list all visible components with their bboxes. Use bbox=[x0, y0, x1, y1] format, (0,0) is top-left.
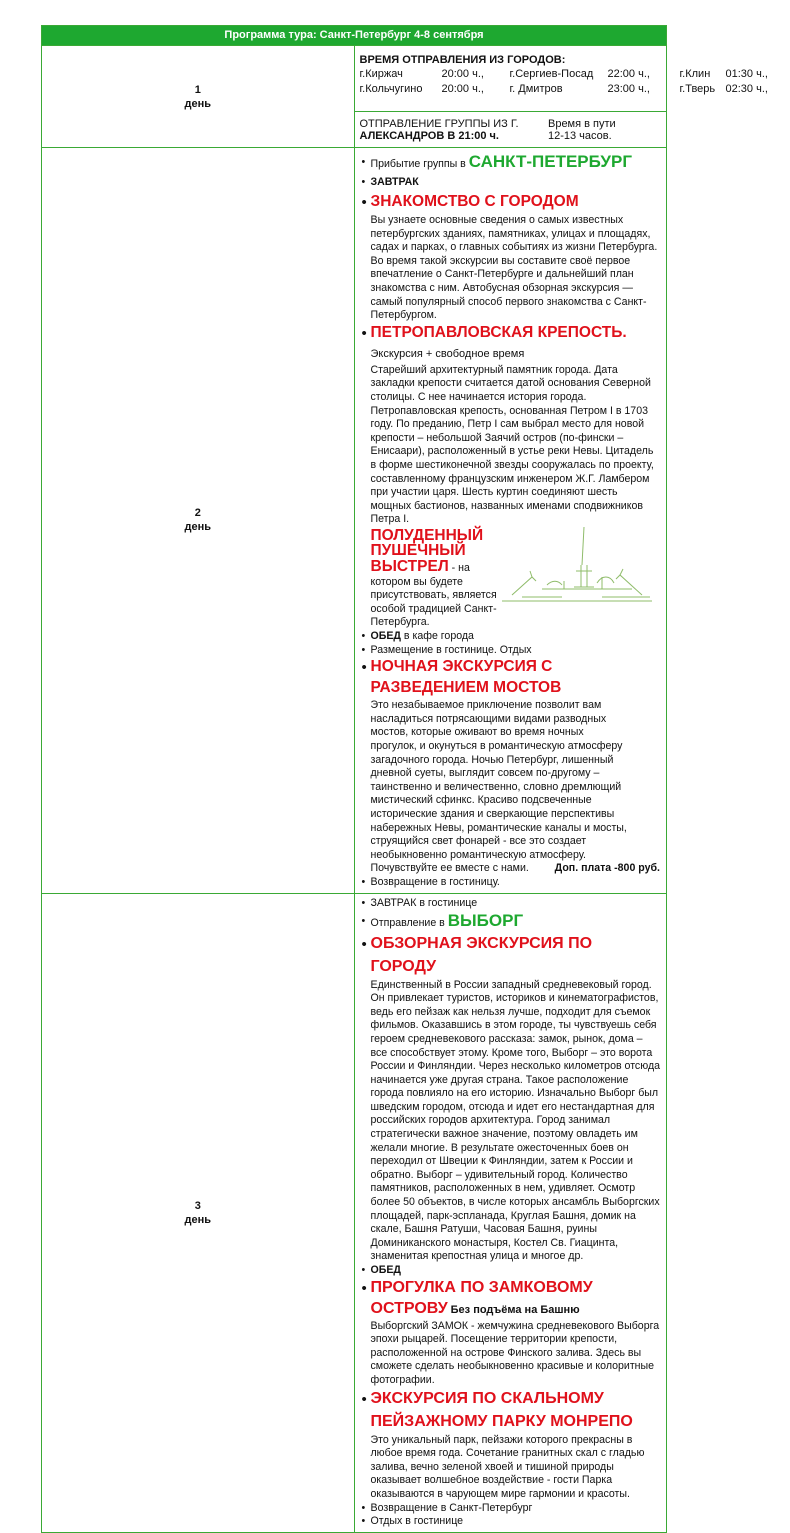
day3-content bbox=[354, 893, 667, 1532]
day2-lunch: • ОБЕД в кафе города bbox=[360, 630, 661, 644]
intro-title: • ЗНАКОМСТВО С ГОРОДОМ bbox=[360, 191, 661, 214]
departure-title: ВРЕМЯ ОТПРАВЛЕНИЯ ИЗ ГОРОДОВ: bbox=[359, 54, 566, 66]
day2-return: • Возвращение в гостиницу. bbox=[360, 876, 661, 890]
park-title: • ЭКСКУРСИЯ ПО СКАЛЬНОМУ ПЕЙЗАЖНОМУ ПАРКУ МОНРЕПО bbox=[360, 1388, 661, 1434]
cities-grid bbox=[359, 67, 768, 96]
day3-lunch: • ОБЕД bbox=[360, 1264, 661, 1278]
group-departure: ОТПРАВЛЕНИЕ ГРУППЫ ИЗ Г. АЛЕКСАНДРОВ В 21:00 ч. bbox=[359, 118, 519, 142]
cannon-block bbox=[360, 526, 661, 630]
day3-return: • Возвращение в Санкт-Петербург bbox=[360, 1502, 661, 1516]
city-tver: г.Тверь 02:30 ч., bbox=[679, 83, 768, 95]
castle-text: Выборгский ЗАМОК - жемчужина средневекового Выборга эпохи рыцарей. Посещение территории крепости, расположенной на острове Финского залива. Здесь вы сможете сделать необыкновенно красивые и колоритные фотографии. bbox=[370, 1319, 660, 1386]
night-title: • НОЧНАЯ ЭКСКУРСИЯ С РАЗВЕДЕНИЕМ МОСТОВ bbox=[360, 657, 661, 699]
day2-label: 2 день bbox=[42, 148, 355, 894]
extra-pay: Доп. плата -800 руб. bbox=[554, 862, 660, 875]
night-text: Это незабываемое приключение позволит вам насладиться потрясающими видами разводных мостов, которые оживают во время ночных прогулок, и окунуться в романтическую атмосферу загадочного города. Ночью Петербург, лишенный дневной суеты, выглядит совсем по-другому – таинственно и величественно, словно дремлющий мистический сфинкс. Красиво подсвеченные исторические здания и сверкающие перспективы набережных Невы, романтические каналы и мосты, струящийся свет фонарей - все это создает необыкновенно романтическую атмосферу. Почувствуйте ее вместе с нами. Доп. плата -800 руб. bbox=[370, 699, 660, 875]
bridge-sketch-icon bbox=[502, 525, 652, 605]
intro-text: Вы узнаете основные сведения о самых известных петербургских зданиях, памятниках, улицах и площадях, садах и парках, о главных событиях из жизни Петербурга. Во время такой экскурсии вы составите своё первое впечатление о Санкт-Петербурге и дальнейший план знакомства с ним. Автобусная обзорная экскурсия — самый популярный способ первого знакомства с Санкт-Петербургом. bbox=[370, 214, 658, 322]
day3-label: 3 день bbox=[42, 893, 355, 1532]
city-klin: г.Клин 01:30 ч., bbox=[679, 68, 768, 80]
day3-breakfast: • ЗАВТРАК в гостинице bbox=[360, 896, 661, 911]
city-dmitrov: г. Дмитров 23:00 ч., bbox=[509, 83, 650, 95]
vyborg-tour-text: Единственный в России западный средневековый город. Он привлекает туристов, историков и кинематографистов, ведь его пейзаж как нельзя лучше, подходит для съемок фильмов. Оказавшись в этом городе, ты чувствуешь себя героем средневекового рассказа: замок, рынок, дома – все способствует этому. Кроме того, Выборг – это ворота России и Финляндии. Через несколько километров отсюда начинается уже другая страна. Такое расположение города повлияло на его историю. Изначально Выборг был шведским городом, отсюда и идет его нестандартная для российских городов архитектура. Город занимал стратегически важное значение, поэтому овладеть им желали многие. В результате ожесточенных боев он переходил от Швеции к Финляндии, затем к России и обратно. Выборг – удивительный город. Количество памятников, расположенных в нем, удивляет. Осмотр более 50 объектов, в числе которых ансамбль Выборгских площадей, парк-эспланада, Круглая Башня, домик на скале, Башня Ратуши, Часовая Башня, руины Доминиканского монастыря, Костел Св. Гиацинта, знаменитая крепостная улица и многое др. bbox=[370, 978, 661, 1263]
vyborg-tour-title: • ОБЗОРНАЯ ЭКСКУРСИЯ ПО ГОРОДУ bbox=[360, 933, 661, 979]
day2-hotel: • Размещение в гостинице. Отдых bbox=[360, 644, 661, 658]
travel-time: Время в пути 12-13 часов. bbox=[547, 118, 616, 142]
day1-departure-cities bbox=[354, 46, 768, 112]
day1-label: 1 день bbox=[42, 46, 355, 148]
city-kirzhach: г.Киржач 20:00 ч., bbox=[359, 68, 484, 80]
cannon-text: ПОЛУДЕННЫЙ ПУШЕЧНЫЙ ВЫСТРЕЛ - на котором вы будете присутствовать, является особой традицией Санкт-Петербурга. bbox=[370, 526, 497, 629]
day3-rest: • Отдых в гостинице bbox=[360, 1515, 661, 1529]
fortress-title: • ПЕТРОПАВЛОВСКАЯ КРЕПОСТЬ. Экскурсия + свободное время bbox=[360, 323, 661, 364]
day3-departure: • Отправление в ВЫБОРГ bbox=[360, 911, 661, 933]
day2-breakfast: • ЗАВТРАК bbox=[360, 174, 661, 191]
day1-group-departure bbox=[354, 112, 667, 148]
city-kolchugino: г.Кольчугино 20:00 ч., bbox=[359, 83, 484, 95]
fortress-text: Старейший архитектурный памятник города. Дата закладки крепости считается датой основания Северной столицы. С нее начинается история города. Петропавловская крепость, основанная Петром I в 1703 году. По преданию, Петр I сам выбрал место для новой крепости – небольшой Заячий остров (по-фински – Енисаари), расположенный в устье реки Невы. Цитадель в форме шестиконечной звезды сооружалась по проекту, составленному французским инженером Ж.Г. Ламбером при участии царя. Шесть куртин соединяют шесть мощных бастионов, названных именами сподвижников Петра I. bbox=[370, 363, 654, 526]
program-header: Программа тура: Санкт-Петербург 4-8 сентября bbox=[42, 26, 667, 46]
arrival: • Прибытие группы в САНКТ-ПЕТЕРБУРГ bbox=[360, 152, 661, 174]
park-text: Это уникальный парк, пейзажи которого прекрасны в любое время года. Сочетание гранитных скал с гладью залива, вечно зеленой хвоей и тишиной природы оказывает волшебное воздействие - гости Парка оказываются в чарующем мире гармонии и красоты. bbox=[370, 1433, 645, 1500]
tour-program bbox=[41, 25, 768, 1533]
castle-title: • ПРОГУЛКА ПО ЗАМКОВОМУ ОСТРОВУ Без подъёма на Башню bbox=[360, 1278, 661, 1320]
program-table bbox=[41, 25, 768, 1533]
day2-content bbox=[354, 148, 667, 894]
city-sergiev-posad: г.Сергиев-Посад 22:00 ч., bbox=[509, 68, 650, 80]
